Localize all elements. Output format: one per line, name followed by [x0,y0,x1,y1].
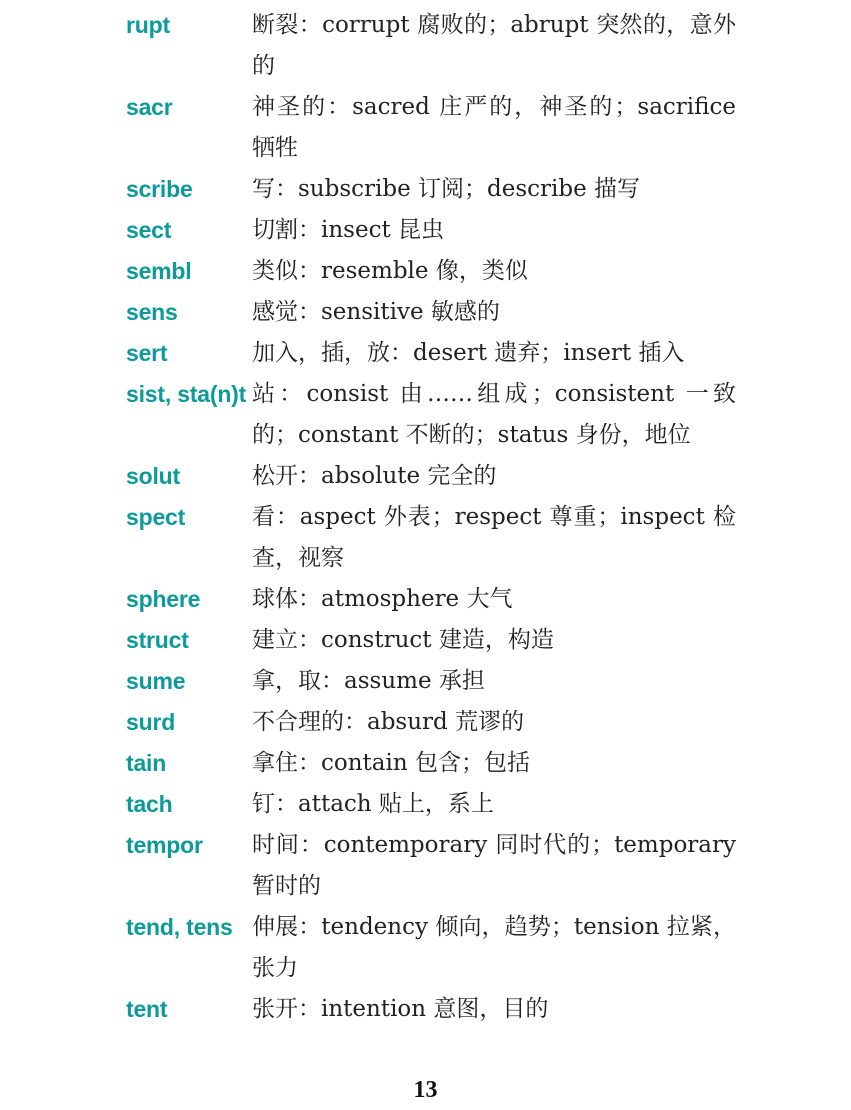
root-term: tempor [126,832,203,858]
root-definition: 切割：insect 昆虫 [252,217,445,243]
root-definition: 球体：atmosphere 大气 [252,586,513,612]
entry-tach [126,784,736,825]
root-term: sembl [126,258,192,284]
root-term: rupt [126,12,170,38]
root-definition: 加入，插，放：desert 遗弃；insert 插入 [252,340,685,366]
root-term: tach [126,791,173,817]
entry-tempor [126,825,736,907]
root-definition: 感觉：sensitive 敏感的 [252,299,500,325]
root-term: struct [126,627,189,653]
entry-sect [126,210,736,251]
entry-struct [126,620,736,661]
root-term: tain [126,750,167,776]
root-term: solut [126,463,180,489]
entry-sume [126,661,736,702]
root-definition: 时间：contemporary 同时代的；temporary 暂时的 [252,832,736,899]
word-root-list [126,5,736,1030]
entry-sacr [126,87,736,169]
root-definition: 建立：construct 建造，构造 [252,627,554,653]
entry-spect [126,497,736,579]
root-definition: 伸展：tendency 倾向，趋势；tension 拉紧，张力 [252,914,736,981]
root-term: tent [126,996,168,1022]
root-definition: 拿住：contain 包含；包括 [252,750,530,776]
root-term: tend, tens [126,914,233,940]
root-definition: 不合理的：absurd 荒谬的 [252,709,525,735]
root-term: sacr [126,94,173,120]
root-term: sume [126,668,186,694]
root-term: sist, sta(n)t [126,381,247,407]
entry-tain [126,743,736,784]
root-term: scribe [126,176,193,202]
root-term: surd [126,709,176,735]
entry-tend-tens [126,907,736,989]
entry-sens [126,292,736,333]
entry-scribe [126,169,736,210]
page-number: 13 [413,1077,438,1103]
root-definition: 松开：absolute 完全的 [252,463,497,489]
root-definition: 站：consist 由……组成；consistent 一致的；constant 不断的；status 身份，地位 [252,381,736,448]
entry-surd [126,702,736,743]
root-definition: 类似：resemble 像，类似 [252,258,528,284]
root-term: spect [126,504,186,530]
root-term: sphere [126,586,201,612]
entry-sist [126,374,736,456]
root-definition: 断裂：corrupt 腐败的；abrupt 突然的，意外的 [252,12,736,79]
root-term: sens [126,299,178,325]
entry-solut [126,456,736,497]
root-definition: 拿，取：assume 承担 [252,668,485,694]
entry-sert [126,333,736,374]
root-definition: 张开：intention 意图，目的 [252,996,549,1022]
entry-sphere [126,579,736,620]
entry-rupt [126,5,736,87]
root-term: sect [126,217,172,243]
root-definition: 写：subscribe 订阅；describe 描写 [252,176,641,202]
root-definition: 神圣的：sacred 庄严的，神圣的；sacrifice 牺牲 [252,94,736,161]
entry-sembl [126,251,736,292]
root-term: sert [126,340,168,366]
entry-tent [126,989,736,1030]
root-definition: 看：aspect 外表；respect 尊重；inspect 检查，视察 [252,504,736,571]
root-definition: 钉：attach 贴上，系上 [252,791,494,817]
